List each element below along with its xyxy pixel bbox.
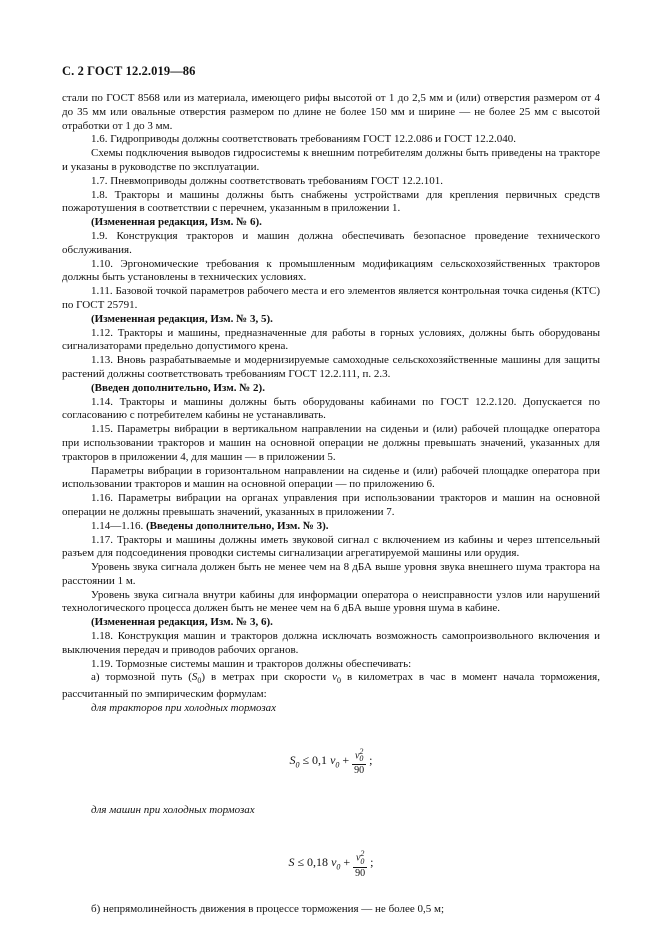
paragraph: 1.12. Тракторы и машины, предназначенные для работы в горных условиях, должны быть оборудованы сигнализаторами предельно допустимого крена. [62, 326, 600, 353]
paragraph: стали по ГОСТ 8568 или из материала, имеющего рифы высотой от 1 до 2,5 мм и (или) отверстия размером от 4 до 35 мм или овальные отверстия размером по длине не более 150 мм и ширине — не более 25 мм с высотой отработки от 1 до 3 мм. [62, 92, 600, 132]
paragraph: (Измененная редакция, Изм. № 3, 5). [91, 312, 273, 325]
document-body [62, 92, 600, 916]
paragraph: а) тормозной путь $(S_0)$ в метрах при скорости $v_0$ в километрах в час в момент начала торможения, рассчитанный по эмпирическим формулам: [62, 671, 600, 701]
paragraph: 1.16. Параметры вибрации на органах управления при использовании тракторов и машин на основной операции не должны превышать значений, указанных в приложении 7. [62, 492, 600, 518]
paragraph: (Измененная редакция, Изм. № 3, 6). [91, 616, 273, 629]
paragraph: 1.7. Пневмоприводы должны соответствовать требованиям ГОСТ 12.2.101. [91, 174, 443, 187]
paragraph: Уровень звука сигнала должен быть не менее чем на 8 дБА выше уровня звука внешнего шума трактора на расстоянии 1 м. [62, 561, 600, 587]
paragraph: 1.19. Тормозные системы машин и тракторов должны обеспечивать: [91, 657, 412, 670]
paragraph: 1.17. Тракторы и машины должны иметь звуковой сигнал с включением из кабины и через штепсельный разъем для подсоединения проводки системы сигнализации агрегатируемой машины или орудия. [62, 533, 600, 560]
paragraph: 1.14—1.16. (Введены дополнительно, Изм. № 3). [91, 519, 329, 532]
item-b: б) непрямолинейность движения в процессе торможения — не более 0,5 м; [91, 902, 445, 915]
paragraph: 1.13. Вновь разрабатываемые и модернизируемые самоходные сельскохозяйственные машины для защиты растений должны соответствовать требованиям ГОСТ 12.2.111, п. 2.3. [62, 354, 600, 380]
paragraph: 1.8. Тракторы и машины должны быть снабжены устройствами для крепления первичных средств пожаротушения в соответствии с перечнем, указанным в приложении 1. [62, 188, 600, 215]
paragraph: Параметры вибрации в горизонтальном направлении на сиденье и (или) рабочей площадке оператора при использовании тракторов и машин на основной операции — по приложению 6. [62, 464, 600, 491]
paragraph: 1.14. Тракторы и машины должны быть оборудованы кабинами по ГОСТ 12.2.120. Допускается по согласованию с потребителем кабины не устанавливать. [62, 395, 600, 422]
paragraph: Уровень звука сигнала внутри кабины для информации оператора о неисправности узлов или нарушений технологического процесса должен быть не менее чем на 6 дБА выше уровня шума в кабине. [62, 588, 600, 615]
paragraph: (Измененная редакция, Изм. № 6). [91, 216, 262, 229]
fraction: $\frac{v^2_0}{90}$ [354, 747, 365, 777]
fraction: $\frac{v^2_0}{90}$ [355, 849, 366, 879]
paragraph: 1.9. Конструкция тракторов и машин должна обеспечивать безопасное проведение технического обслуживания. [62, 229, 600, 256]
paragraph-list [62, 92, 600, 702]
formula-label-machines: для машин при холодных тормозах [91, 804, 255, 817]
paragraph: (Введен дополнительно, Изм. № 2). [91, 381, 265, 394]
paragraph: Схемы подключения выводов гидросистемы к внешним потребителям должны быть приведены на тракторе и указаны в руководстве по эксплуатации. [62, 147, 600, 173]
page-header: С. 2 ГОСТ 12.2.019—86 [62, 64, 196, 78]
paragraph: 1.11. Базовой точкой параметров рабочего места и его элементов является контрольная точка сиденья (КТС) по ГОСТ 25791. [62, 285, 600, 311]
paragraph: 1.18. Конструкция машин и тракторов должна исключать возможность самопроизвольного включения и выключения передач и приводов рабочих органов. [62, 630, 600, 656]
paragraph: 1.15. Параметры вибрации в вертикальном направлении на сиденьи и (или) рабочей площадке оператора при использовании тракторов и машин на основной операции не должны превышать значений, указанных для тракторов в приложении 4, для машин — в приложении 5. [62, 423, 600, 463]
formula-label-tractors: для тракторов при холодных тормозах [91, 702, 277, 715]
formula-machines: S ≤ 0,18 $v_0$ + $\frac{v^2_0}{90}$ ; [288, 849, 374, 879]
paragraph: 1.10. Эргономические требования к промышленным модификациям сельскохозяйственных тракторов должны быть установлены в технических условиях. [62, 257, 600, 284]
paragraph: 1.6. Гидроприводы должны соответствовать требованиям ГОСТ 12.2.086 и ГОСТ 12.2.040. [91, 133, 517, 146]
formula-tractors: $S_0 \le 0,1$ $v_0$ + $\frac{v^2_0}{90}$ ; [289, 747, 373, 777]
